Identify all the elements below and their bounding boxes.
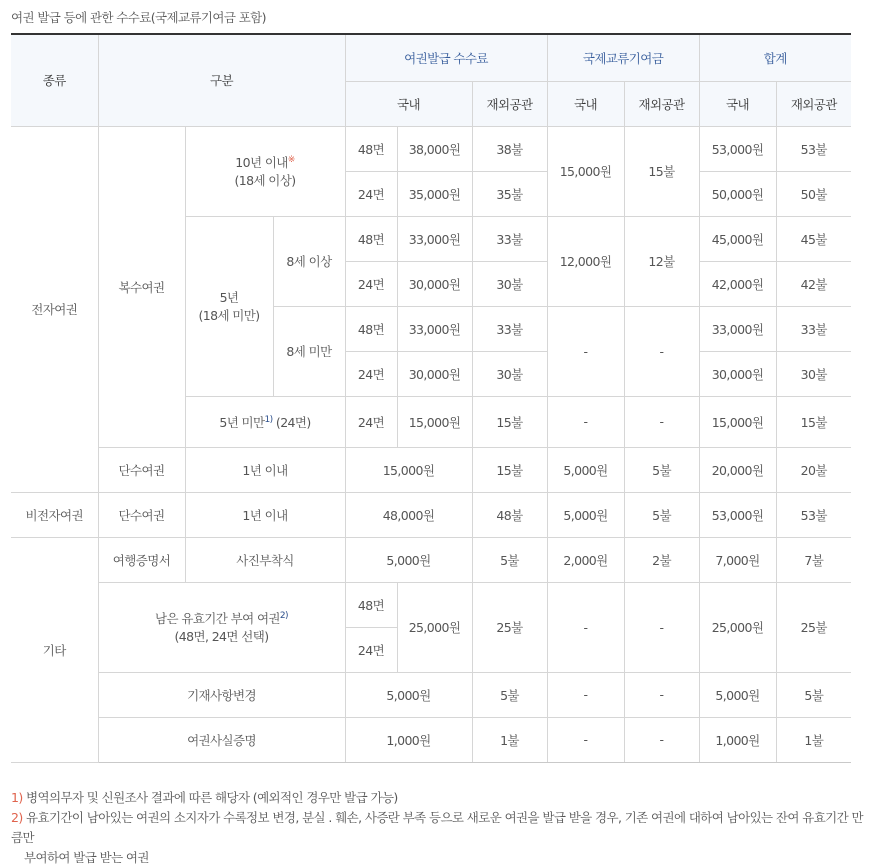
- fee-domestic: 15,000원: [397, 396, 472, 447]
- header-total-domestic: 국내: [699, 81, 776, 126]
- total-overseas: 50불: [776, 171, 851, 216]
- total-overseas: 45불: [776, 216, 851, 261]
- fee-overseas: 48불: [472, 492, 547, 537]
- contribution-overseas: -: [624, 672, 699, 717]
- contribution-domestic: -: [547, 672, 624, 717]
- total-overseas: 33불: [776, 306, 851, 351]
- category-ten-years: 10년 이내※ (18세 이상): [185, 126, 345, 216]
- fee-overseas: 5불: [472, 537, 547, 582]
- contribution-overseas: 5불: [624, 447, 699, 492]
- contribution-domestic: 15,000원: [547, 126, 624, 216]
- table-row: [11, 582, 851, 627]
- total-domestic: 50,000원: [699, 171, 776, 216]
- total-domestic: 30,000원: [699, 351, 776, 396]
- pages-cell: 48면: [345, 582, 397, 627]
- header-issue-fee: 여권발급 수수료: [345, 34, 547, 81]
- contribution-domestic: 12,000원: [547, 216, 624, 306]
- table-row: [11, 492, 851, 537]
- total-domestic: 25,000원: [699, 582, 776, 672]
- total-overseas: 1불: [776, 717, 851, 762]
- pages-cell: 24면: [345, 261, 397, 306]
- total-overseas: 30불: [776, 351, 851, 396]
- contribution-domestic: -: [547, 306, 624, 396]
- contribution-overseas: -: [624, 306, 699, 396]
- total-overseas: 7불: [776, 537, 851, 582]
- total-domestic: 7,000원: [699, 537, 776, 582]
- table-row: [11, 672, 851, 717]
- contribution-domestic: -: [547, 582, 624, 672]
- contribution-domestic: 5,000원: [547, 492, 624, 537]
- header-total: 합계: [699, 34, 851, 81]
- total-overseas: 42불: [776, 261, 851, 306]
- total-domestic: 53,000원: [699, 492, 776, 537]
- footnote-2: 2) 유효기간이 남아있는 여권의 소지자가 수록정보 변경, 분실 . 훼손, 사증란 부족 등으로 새로운 여권을 발급 받을 경우, 기존 여권에 대하여 남아있는 잔여 유효기간 만큼만 부여하여 발급 받는 여권: [11, 810, 863, 865]
- fee-domestic: 1,000원: [345, 717, 472, 762]
- fee-overseas: 30불: [472, 351, 547, 396]
- total-domestic: 5,000원: [699, 672, 776, 717]
- pages-cell: 24면: [345, 396, 397, 447]
- total-domestic: 42,000원: [699, 261, 776, 306]
- table-row: [11, 126, 851, 171]
- pages-cell: 24면: [345, 627, 397, 672]
- fee-overseas: 30불: [472, 261, 547, 306]
- footnote-1: 1) 병역의무자 및 신원조사 결과에 따른 해당자 (예외적인 경우만 발급 가능): [11, 790, 398, 805]
- total-domestic: 45,000원: [699, 216, 776, 261]
- pages-cell: 48면: [345, 216, 397, 261]
- total-domestic: 1,000원: [699, 717, 776, 762]
- fee-overseas: 5불: [472, 672, 547, 717]
- category-one-year: 1년 이내: [185, 492, 345, 537]
- total-overseas: 15불: [776, 396, 851, 447]
- fee-domestic: 33,000원: [397, 306, 472, 351]
- contribution-domestic: -: [547, 396, 624, 447]
- fee-overseas: 15불: [472, 447, 547, 492]
- category-one-year: 1년 이내: [185, 447, 345, 492]
- category-single: 단수여권: [98, 492, 185, 537]
- fee-domestic: 30,000원: [397, 261, 472, 306]
- contribution-overseas: 12불: [624, 216, 699, 306]
- category-five-years: 5년 (18세 미만): [185, 216, 273, 396]
- fee-domestic: 25,000원: [397, 582, 472, 672]
- pages-cell: 48면: [345, 126, 397, 171]
- category-under-five-years: 5년 미만$^{1)}$ (24면): [185, 396, 345, 447]
- fee-overseas: 15불: [472, 396, 547, 447]
- header-contribution-domestic: 국내: [547, 81, 624, 126]
- contribution-overseas: -: [624, 717, 699, 762]
- pages-cell: 24면: [345, 351, 397, 396]
- total-domestic: 53,000원: [699, 126, 776, 171]
- contribution-domestic: 2,000원: [547, 537, 624, 582]
- type-non-e-passport: 비전자여권: [11, 492, 98, 537]
- contribution-overseas: 2불: [624, 537, 699, 582]
- contribution-overseas: 15불: [624, 126, 699, 216]
- total-overseas: 53불: [776, 126, 851, 171]
- fee-domestic: 5,000원: [345, 672, 472, 717]
- header-category: 구분: [98, 34, 345, 126]
- fee-overseas: 35불: [472, 171, 547, 216]
- contribution-domestic: -: [547, 717, 624, 762]
- table-row: [11, 447, 851, 492]
- header-issue-domestic: 국내: [345, 81, 472, 126]
- table-row: [11, 537, 851, 582]
- fee-overseas: 33불: [472, 216, 547, 261]
- pages-cell: 24면: [345, 171, 397, 216]
- header-contribution-overseas: 재외공관: [624, 81, 699, 126]
- fee-domestic: 33,000원: [397, 216, 472, 261]
- header-issue-overseas: 재외공관: [472, 81, 547, 126]
- total-overseas: 5불: [776, 672, 851, 717]
- footnotes: [11, 788, 870, 868]
- contribution-overseas: 5불: [624, 492, 699, 537]
- total-overseas: 53불: [776, 492, 851, 537]
- category-age8-over: 8세 이상: [273, 216, 345, 306]
- fee-domestic: 38,000원: [397, 126, 472, 171]
- fee-domestic: 15,000원: [345, 447, 472, 492]
- fee-domestic: 35,000원: [397, 171, 472, 216]
- fee-overseas: 33불: [472, 306, 547, 351]
- pages-cell: 48면: [345, 306, 397, 351]
- type-e-passport: 전자여권: [11, 126, 98, 492]
- fee-overseas: 38불: [472, 126, 547, 171]
- category-single: 단수여권: [98, 447, 185, 492]
- category-photo-attach: 사진부착식: [185, 537, 345, 582]
- contribution-overseas: -: [624, 396, 699, 447]
- category-fact-cert: 여권사실증명: [98, 717, 345, 762]
- fee-domestic: 48,000원: [345, 492, 472, 537]
- fee-overseas: 25불: [472, 582, 547, 672]
- passport-fee-table: [11, 33, 851, 763]
- type-etc: 기타: [11, 537, 98, 762]
- category-remaining-validity: 남은 유효기간 부여 여권$^{2)}$ (48면, 24면 선택): [98, 582, 345, 672]
- fee-domestic: 30,000원: [397, 351, 472, 396]
- total-domestic: 20,000원: [699, 447, 776, 492]
- category-multiple: 복수여권: [98, 126, 185, 447]
- category-record-change: 기재사항변경: [98, 672, 345, 717]
- header-contribution: 국제교류기여금: [547, 34, 699, 81]
- fee-domestic: 5,000원: [345, 537, 472, 582]
- total-overseas: 20불: [776, 447, 851, 492]
- category-age8-under: 8세 미만: [273, 306, 345, 396]
- category-travel-cert: 여행증명서: [98, 537, 185, 582]
- header-total-overseas: 재외공관: [776, 81, 851, 126]
- table-row: [11, 717, 851, 762]
- contribution-domestic: 5,000원: [547, 447, 624, 492]
- fee-overseas: 1불: [472, 717, 547, 762]
- total-overseas: 25불: [776, 582, 851, 672]
- header-type: 종류: [11, 34, 98, 126]
- total-domestic: 15,000원: [699, 396, 776, 447]
- total-domestic: 33,000원: [699, 306, 776, 351]
- contribution-overseas: -: [624, 582, 699, 672]
- table-caption: 여권 발급 등에 관한 수수료(국제교류기여금 포함): [11, 10, 266, 25]
